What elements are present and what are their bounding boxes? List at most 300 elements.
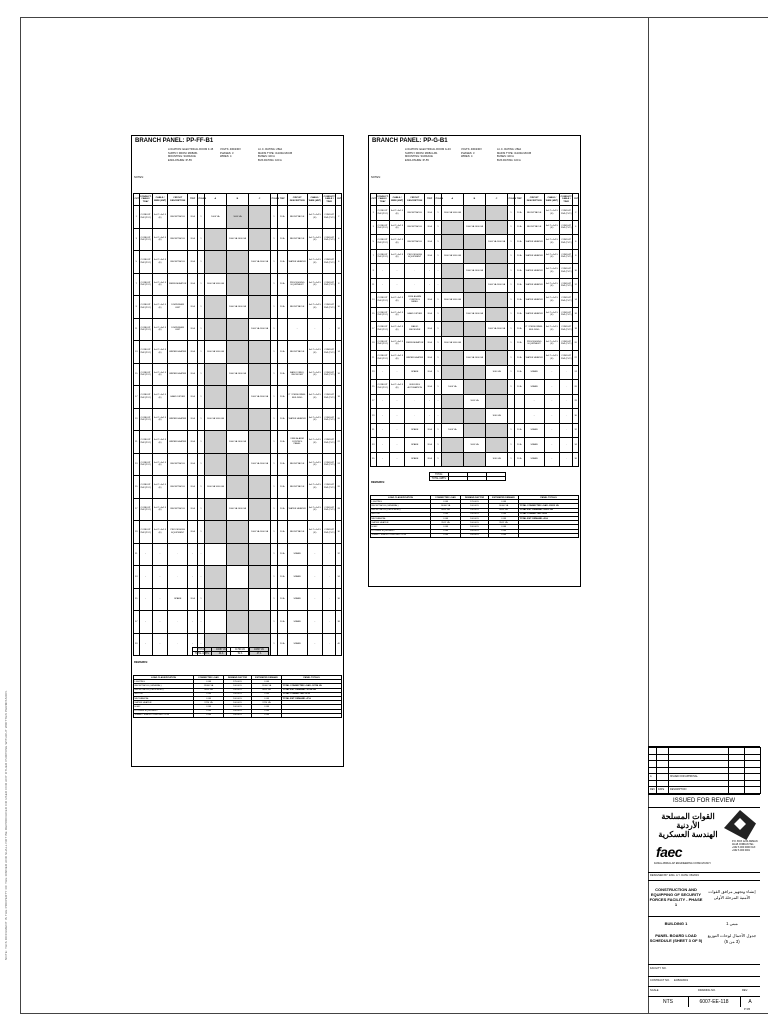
table-cell: RECEPTACLE (GENERAL) (134, 684, 194, 688)
table-cell: 20 A (514, 438, 524, 453)
table-cell: 9 (371, 264, 377, 279)
table-cell: 20 A (425, 351, 435, 366)
table-cell (204, 521, 226, 544)
table-cell: 4x4 T+4x2.5 (E) (307, 341, 322, 364)
table-cell: SPARE (287, 543, 307, 566)
table-cell: 4x4 T+4x2.5 (E) (307, 296, 322, 319)
table-cell: 1 (271, 588, 278, 611)
scale-value: NTS (648, 997, 689, 1007)
table-cell: - (188, 611, 198, 634)
table-cell (204, 318, 226, 341)
contract-label: CONTRACT NO. (650, 979, 670, 982)
table-cell: 1 (198, 386, 205, 409)
table-cell: CONDUIT 25Ø (PVC) (376, 336, 389, 351)
table-cell: - (560, 409, 573, 424)
table-cell: 1 (271, 498, 278, 521)
drawing-no-label: DRAWING NO. (698, 989, 716, 992)
table-cell: 1 (198, 431, 205, 454)
consultant-address: P.O. BOX 1234 AMMAN 11118 JORDAN TEL: +962 6 000 0000 FAX: +962 6 000 0001 (732, 840, 758, 852)
table-cell: 20 A (514, 365, 524, 380)
table-cell: RECEPTACLE (405, 220, 425, 235)
table-cell: - (168, 611, 188, 634)
table-cell: 4x4 T+4x2.5 (E) (307, 408, 322, 431)
table-cell: 8000 VA (252, 688, 282, 692)
table-cell (463, 293, 485, 308)
table-cell: MECHANICAL (134, 696, 194, 700)
table-row (134, 498, 342, 521)
table-cell (486, 293, 508, 308)
info-aic: A.I.C. RATING: 25kA (497, 148, 522, 151)
table-cell: 1000 VA 1000 VA (249, 521, 271, 544)
table-cell (226, 476, 248, 499)
table-cell: 11 (134, 318, 140, 341)
table-cell: 0 VA (252, 705, 282, 709)
table-cell: - (152, 611, 167, 634)
total-label: TOTAL: (193, 648, 212, 652)
table-cell: CONDUIT 25Ø (PVC) (139, 296, 152, 319)
table-cell (463, 336, 485, 351)
design-info: DESIGNED BY: ENG. A.Y. DATE: 06/2019 (650, 874, 699, 877)
table-cell: 16 (336, 363, 342, 386)
table-cell: - (560, 365, 573, 380)
table-cell: 4x4 T+4x2.5 (E) (152, 476, 167, 499)
table-cell: IT / PERSONNEL BUILDING (287, 386, 307, 409)
table-cell: 1 (508, 365, 515, 380)
table-cell: - (544, 409, 559, 424)
table-cell: 1 (271, 228, 278, 251)
table-cell: - (435, 278, 442, 293)
table-cell: TOTAL EST. DEMAND: 43 A (519, 516, 579, 520)
table-cell: 1 (198, 206, 205, 229)
table-cell: RECEPTACLE (287, 228, 307, 251)
table-cell: 29 (371, 409, 377, 424)
table-cell: CONDUIT 25Ø (PVC) (560, 278, 573, 293)
client-logo-line1: القوات المسلحة الأردنية (661, 812, 715, 830)
table-cell: 4x4 T+4x2.5 (E) (307, 431, 322, 454)
table-cell (486, 336, 508, 351)
table-cell: SPARE (287, 588, 307, 611)
table-cell: SPARE (405, 423, 425, 438)
table-cell: 20 A (277, 543, 287, 566)
table-cell: WATER HEATER (524, 278, 544, 293)
table-cell: 20 A (425, 452, 435, 467)
table-cell (204, 431, 226, 454)
table-cell: 10 (336, 296, 342, 319)
table-cell: 20 A (188, 476, 198, 499)
table-cell (463, 380, 485, 395)
table-cell: 1 (508, 278, 515, 293)
table-cell: 20 A (425, 322, 435, 337)
table-cell: 1 (435, 220, 442, 235)
table-cell: MECHANICAL (371, 516, 431, 520)
table-cell: 20 A (514, 423, 524, 438)
table-cell: 1 (271, 566, 278, 589)
table-cell: WATER HEATER (168, 341, 188, 364)
table-cell: CONDUIT 25Ø (PVC) (323, 228, 336, 251)
table-cell: 20 A (514, 264, 524, 279)
table-row (371, 206, 579, 221)
info-volts: VOLTS: 400/230V (220, 148, 241, 151)
table-cell: SPARE (405, 438, 425, 453)
table-cell: 18 (573, 322, 579, 337)
load-summary-table (133, 675, 342, 718)
info-mounting: MOUNTING: SURFACE (405, 155, 433, 159)
table-cell: - (544, 394, 559, 409)
table-cell (226, 386, 248, 409)
table-cell: 4x4 T+4x2.5 (E) (389, 380, 404, 395)
table-row (371, 249, 579, 264)
table-cell (249, 363, 271, 386)
table-cell: - (287, 318, 307, 341)
table-cell: 24 (573, 365, 579, 380)
table-cell: 6 (336, 251, 342, 274)
table-cell: - (376, 394, 389, 409)
table-cell: WATER HEATER (287, 408, 307, 431)
table-cell: 31 (371, 423, 377, 438)
table-cell (441, 235, 463, 250)
info-bus-rating: BUS RATING: 100 A (497, 158, 521, 162)
table-cell: - (198, 633, 205, 656)
table-cell (204, 251, 226, 274)
table-cell: 100.00% (461, 512, 489, 516)
table-cell: TOTAL EST. DEMAND: 47 A (282, 696, 342, 700)
table-cell: - (405, 278, 425, 293)
table-cell (486, 264, 508, 279)
column-header: CONDUCT. CABLE / TRAY (323, 194, 336, 206)
table-cell: 1 (508, 307, 515, 322)
table-cell: 100.00% (224, 713, 252, 717)
table-cell (441, 220, 463, 235)
table-cell: - (425, 278, 435, 293)
table-cell: 1 (271, 633, 278, 656)
table-cell (226, 273, 248, 296)
table-cell: SPARE (524, 380, 544, 395)
table-cell: RECEPTACLE (287, 453, 307, 476)
table-cell: TOTAL CONNECTED: 43 A (519, 512, 579, 516)
remarks-label: REMARKS: (371, 481, 385, 484)
table-cell: 20 A (425, 307, 435, 322)
table-cell: 19 (134, 408, 140, 431)
table-cell: RADIO RECEIVER (405, 322, 425, 337)
revision-cell (745, 787, 761, 794)
table-cell: CONDUIT 25Ø (PVC) (376, 235, 389, 250)
table-cell: CONDUIT 25Ø (PVC) (323, 386, 336, 409)
table-cell: CONDUIT 25Ø (PVC) (323, 273, 336, 296)
table-cell (204, 228, 226, 251)
table-cell: 1 (435, 423, 442, 438)
table-cell: 20 A (514, 452, 524, 467)
table-cell: 20 A (277, 566, 287, 589)
panel-title: BRANCH PANEL: PP-G-B1 (372, 138, 448, 144)
table-cell: FIRE ALARM CONTROL PANEL (405, 293, 425, 308)
info-mains: MAINS TYPE: 3x100A MCCB (258, 151, 293, 155)
table-cell (204, 566, 226, 589)
table-cell (441, 409, 463, 424)
column-header: PANEL TOTALS (282, 676, 342, 680)
table-cell: 20 A (425, 365, 435, 380)
table-cell: - (168, 566, 188, 589)
circuit-schedule (370, 193, 579, 467)
table-cell (441, 322, 463, 337)
table-row (134, 521, 342, 544)
table-cell (249, 206, 271, 229)
total-b: 11790 VA (231, 648, 250, 652)
table-cell: SPARE / SPACE CONSTRUCTION (371, 533, 431, 537)
table-cell: 20 A (277, 408, 287, 431)
table-cell: - (560, 438, 573, 453)
table-cell: - (152, 633, 167, 656)
table-cell: 7 (371, 249, 377, 264)
table-cell: 4x4 T+4x2.5 (E) (152, 228, 167, 251)
table-cell: - (389, 365, 404, 380)
table-cell: 1 (271, 273, 278, 296)
table-cell: 100.00% (224, 709, 252, 713)
column-header: CKT (134, 194, 140, 206)
table-cell: 1000 VA (463, 394, 485, 409)
table-cell: CONDUIT 25Ø (PVC) (323, 251, 336, 274)
table-cell: MOTOR (134, 692, 194, 696)
table-cell: 4x4 T+4x2.5 (E) (389, 307, 404, 322)
table-row (134, 566, 342, 589)
table-row (134, 273, 342, 296)
table-cell: 4x4 T+4x2.5 (E) (152, 341, 167, 364)
table-cell: CONDUIT 25Ø (PVC) (139, 408, 152, 431)
table-cell: 4x4 T+4x2.5 (E) (307, 251, 322, 274)
table-cell: 1000 VA 1000 VA (249, 251, 271, 274)
panel-info-col3 (258, 148, 292, 162)
table-cell: - (307, 543, 322, 566)
table-cell: 4x4 T+4x2.5 (E) (389, 293, 404, 308)
table-cell: 8 (573, 249, 579, 264)
column-header: CONDUCT. CABLE / TRAY (376, 194, 389, 206)
table-cell (249, 408, 271, 431)
table-cell: 21 (371, 351, 377, 366)
table-cell: 4x4 T+4x2.5 (E) (307, 453, 322, 476)
table-cell: HVAC (134, 705, 194, 709)
table-cell: CONDUIT 25Ø (PVC) (376, 322, 389, 337)
table-cell: CONDUIT 25Ø (PVC) (323, 341, 336, 364)
table-cell: 1 (435, 438, 442, 453)
table-cell: RECEPTACLE (168, 251, 188, 274)
table-cell: 20 A (277, 453, 287, 476)
table-cell: - (425, 264, 435, 279)
table-cell: 7 (134, 273, 140, 296)
table-cell: 3 (371, 220, 377, 235)
table-cell: 20 A (188, 251, 198, 274)
total-amps-label: TOTAL AMPS: (193, 652, 212, 656)
table-cell: 1000 VA (486, 452, 508, 467)
table-cell: 1000 VA 1000 VA (204, 476, 226, 499)
table-cell: - (152, 588, 167, 611)
table-cell: 1000 VA (486, 409, 508, 424)
table-cell: CONDUIT 25Ø (PVC) (139, 341, 152, 364)
info-buses: BUSES: 100 A (258, 155, 275, 159)
table-cell (463, 322, 485, 337)
table-cell (249, 476, 271, 499)
table-cell: 24 (336, 453, 342, 476)
table-cell: 15 (371, 307, 377, 322)
table-cell: WATER HEATER (524, 307, 544, 322)
table-cell: CONDUIT 25Ø (PVC) (323, 206, 336, 229)
table-cell: CONDUIT 25Ø (PVC) (323, 476, 336, 499)
table-cell (463, 365, 485, 380)
table-row (371, 307, 579, 322)
table-cell: IT / PERSONNEL BUILDING (524, 322, 544, 337)
table-cell: 1 (435, 452, 442, 467)
table-row (371, 423, 579, 438)
table-cell: DISPENSER UNIT (168, 318, 188, 341)
table-cell: 20 A (514, 235, 524, 250)
table-cell (204, 498, 226, 521)
table-cell: 100.00% (461, 508, 489, 512)
table-cell: CONDUIT 25Ø (PVC) (139, 273, 152, 296)
table-row (134, 386, 342, 409)
table-cell: 0 VA (431, 512, 461, 516)
table-cell (463, 452, 485, 467)
table-cell: - (307, 633, 322, 656)
column-header: CKT (336, 194, 342, 206)
column-header: CIRCUIT DESCRIPTION (524, 194, 544, 206)
table-cell: 20 A (277, 588, 287, 611)
table-row (371, 365, 579, 380)
consultant-logo: faec (656, 844, 683, 860)
table-cell: - (376, 423, 389, 438)
column-header: C (249, 194, 271, 206)
table-cell: - (323, 588, 336, 611)
table-cell (441, 264, 463, 279)
table-cell: SPARE / SPACE CONSTRUCTION (134, 713, 194, 717)
table-cell: WATER HEATER (134, 701, 194, 705)
amps-c (487, 477, 506, 481)
table-cell: 20 A (277, 228, 287, 251)
table-cell: 20 A (514, 249, 524, 264)
table-cell: 9512 VA (489, 521, 519, 525)
scale-label: SCALE (650, 989, 659, 992)
table-row (134, 431, 342, 454)
table-cell: 4x4 T+4x2.5 (E) (307, 206, 322, 229)
table-cell: 6 (573, 235, 579, 250)
load-summary-table (370, 495, 579, 538)
table-cell: LIGHTING (371, 500, 431, 504)
table-cell: 20 A (277, 611, 287, 634)
column-header: LOAD CLASSIFICATION (371, 496, 431, 500)
table-cell: 4x4 T+4x2.5 (E) (544, 264, 559, 279)
table-cell: RECEPTACLE (524, 206, 544, 221)
table-cell (226, 341, 248, 364)
column-header: CONNECTED LOAD (194, 676, 224, 680)
remarks-label: REMARKS: (134, 661, 148, 664)
table-cell: 3 (134, 228, 140, 251)
table-cell: 1 (508, 452, 515, 467)
notes-label: NOTES: (134, 176, 144, 179)
column-header: CIRCUIT DESCRIPTION (287, 194, 307, 206)
panel-title: BRANCH PANEL: PP-FF-B1 (135, 138, 214, 144)
table-row (134, 588, 342, 611)
table-cell (249, 498, 271, 521)
table-cell: 20 A (188, 498, 198, 521)
table-cell: 32 (336, 543, 342, 566)
table-cell (486, 351, 508, 366)
table-cell: CONDUIT 25Ø (PVC) (560, 220, 573, 235)
table-cell: 1 (198, 521, 205, 544)
table-cell (226, 318, 248, 341)
column-header: CABLE / WIRE (MM²) (307, 194, 322, 206)
table-cell: 1 (508, 322, 515, 337)
panel-info-col1 (405, 148, 451, 162)
table-cell: 20 A (425, 293, 435, 308)
table-cell: 1 (271, 431, 278, 454)
table-cell (486, 307, 508, 322)
table-cell: SPARE (287, 633, 307, 656)
table-cell: 17 (371, 322, 377, 337)
table-cell: TOTAL CONNECTED LOAD: 29512 VA (519, 504, 579, 508)
table-cell: CONDUIT 25Ø (PVC) (560, 293, 573, 308)
panel-info-col3 (497, 148, 531, 162)
table-cell: 20 A (188, 386, 198, 409)
table-cell: 1 (271, 521, 278, 544)
table-cell: 1 (198, 588, 205, 611)
table-cell: 34 (336, 566, 342, 589)
table-cell: 23 (371, 365, 377, 380)
contract-number: ECB/0/2019 (674, 979, 688, 982)
table-cell: CONDUIT 25Ø (PVC) (139, 521, 152, 544)
amps-b: 52 A (231, 652, 250, 656)
table-cell: 1000 VA (463, 438, 485, 453)
table-cell: 125.00% (461, 500, 489, 504)
column-header: LOAD CLASSIFICATION (134, 676, 194, 680)
table-cell: 4x4 T+4x2.5 (E) (544, 220, 559, 235)
table-cell: LIGHTING (134, 680, 194, 684)
table-cell (508, 394, 515, 409)
table-cell (226, 566, 248, 589)
table-cell: 4x4 T+4x2.5 (E) (544, 249, 559, 264)
table-cell: - (307, 588, 322, 611)
table-cell (249, 296, 271, 319)
table-cell: 1000 VA (204, 206, 226, 229)
circuit-schedule (133, 193, 342, 656)
table-cell: 1 (435, 249, 442, 264)
table-cell: CONDUIT 25Ø (PVC) (376, 293, 389, 308)
table-cell: 1 (271, 386, 278, 409)
table-cell: TOTAL CONNECTED LOAD: 32724 VA (282, 684, 342, 688)
table-cell: 1 (435, 380, 442, 395)
table-cell: 4x4 T+4x2.5 (E) (544, 206, 559, 221)
table-cell: CONDUIT 25Ø (PVC) (560, 307, 573, 322)
table-cell: CONDUIT 25Ø (PVC) (139, 251, 152, 274)
table-cell (514, 409, 524, 424)
drawing-title-row (648, 916, 760, 965)
table-cell (463, 249, 485, 264)
total-label: TOTAL: (430, 473, 449, 477)
table-cell (204, 611, 226, 634)
table-cell: - (188, 566, 198, 589)
table-cell: 1000 VA 1000 VA (441, 336, 463, 351)
table-cell: 20 A (514, 278, 524, 293)
table-cell: 4 (573, 220, 579, 235)
side-note-text: NOTE: THIS DOCUMENT IS THE PROPERTY OF THE OWNER AND SHALL NOT BE REPRODUCED OR USED FOR ANY OTHER PURPOSE WITHOUT WRITTEN PERMISSION. (4, 690, 8, 960)
table-cell: WATER HEATER (287, 251, 307, 274)
table-cell: RECEPTACLE (287, 341, 307, 364)
table-cell: 20 (573, 336, 579, 351)
table-cell: CONDUIT 25Ø (PVC) (560, 322, 573, 337)
table-cell: WATER HEATER (405, 351, 425, 366)
table-cell: 0 VA (194, 705, 224, 709)
table-cell: 100.00% (461, 516, 489, 520)
table-cell: 100.00% (224, 688, 252, 692)
table-cell: 1000 VA (441, 380, 463, 395)
table-cell: RADIO FREQ. RECEIVER (287, 363, 307, 386)
table-cell: 20 A (188, 453, 198, 476)
